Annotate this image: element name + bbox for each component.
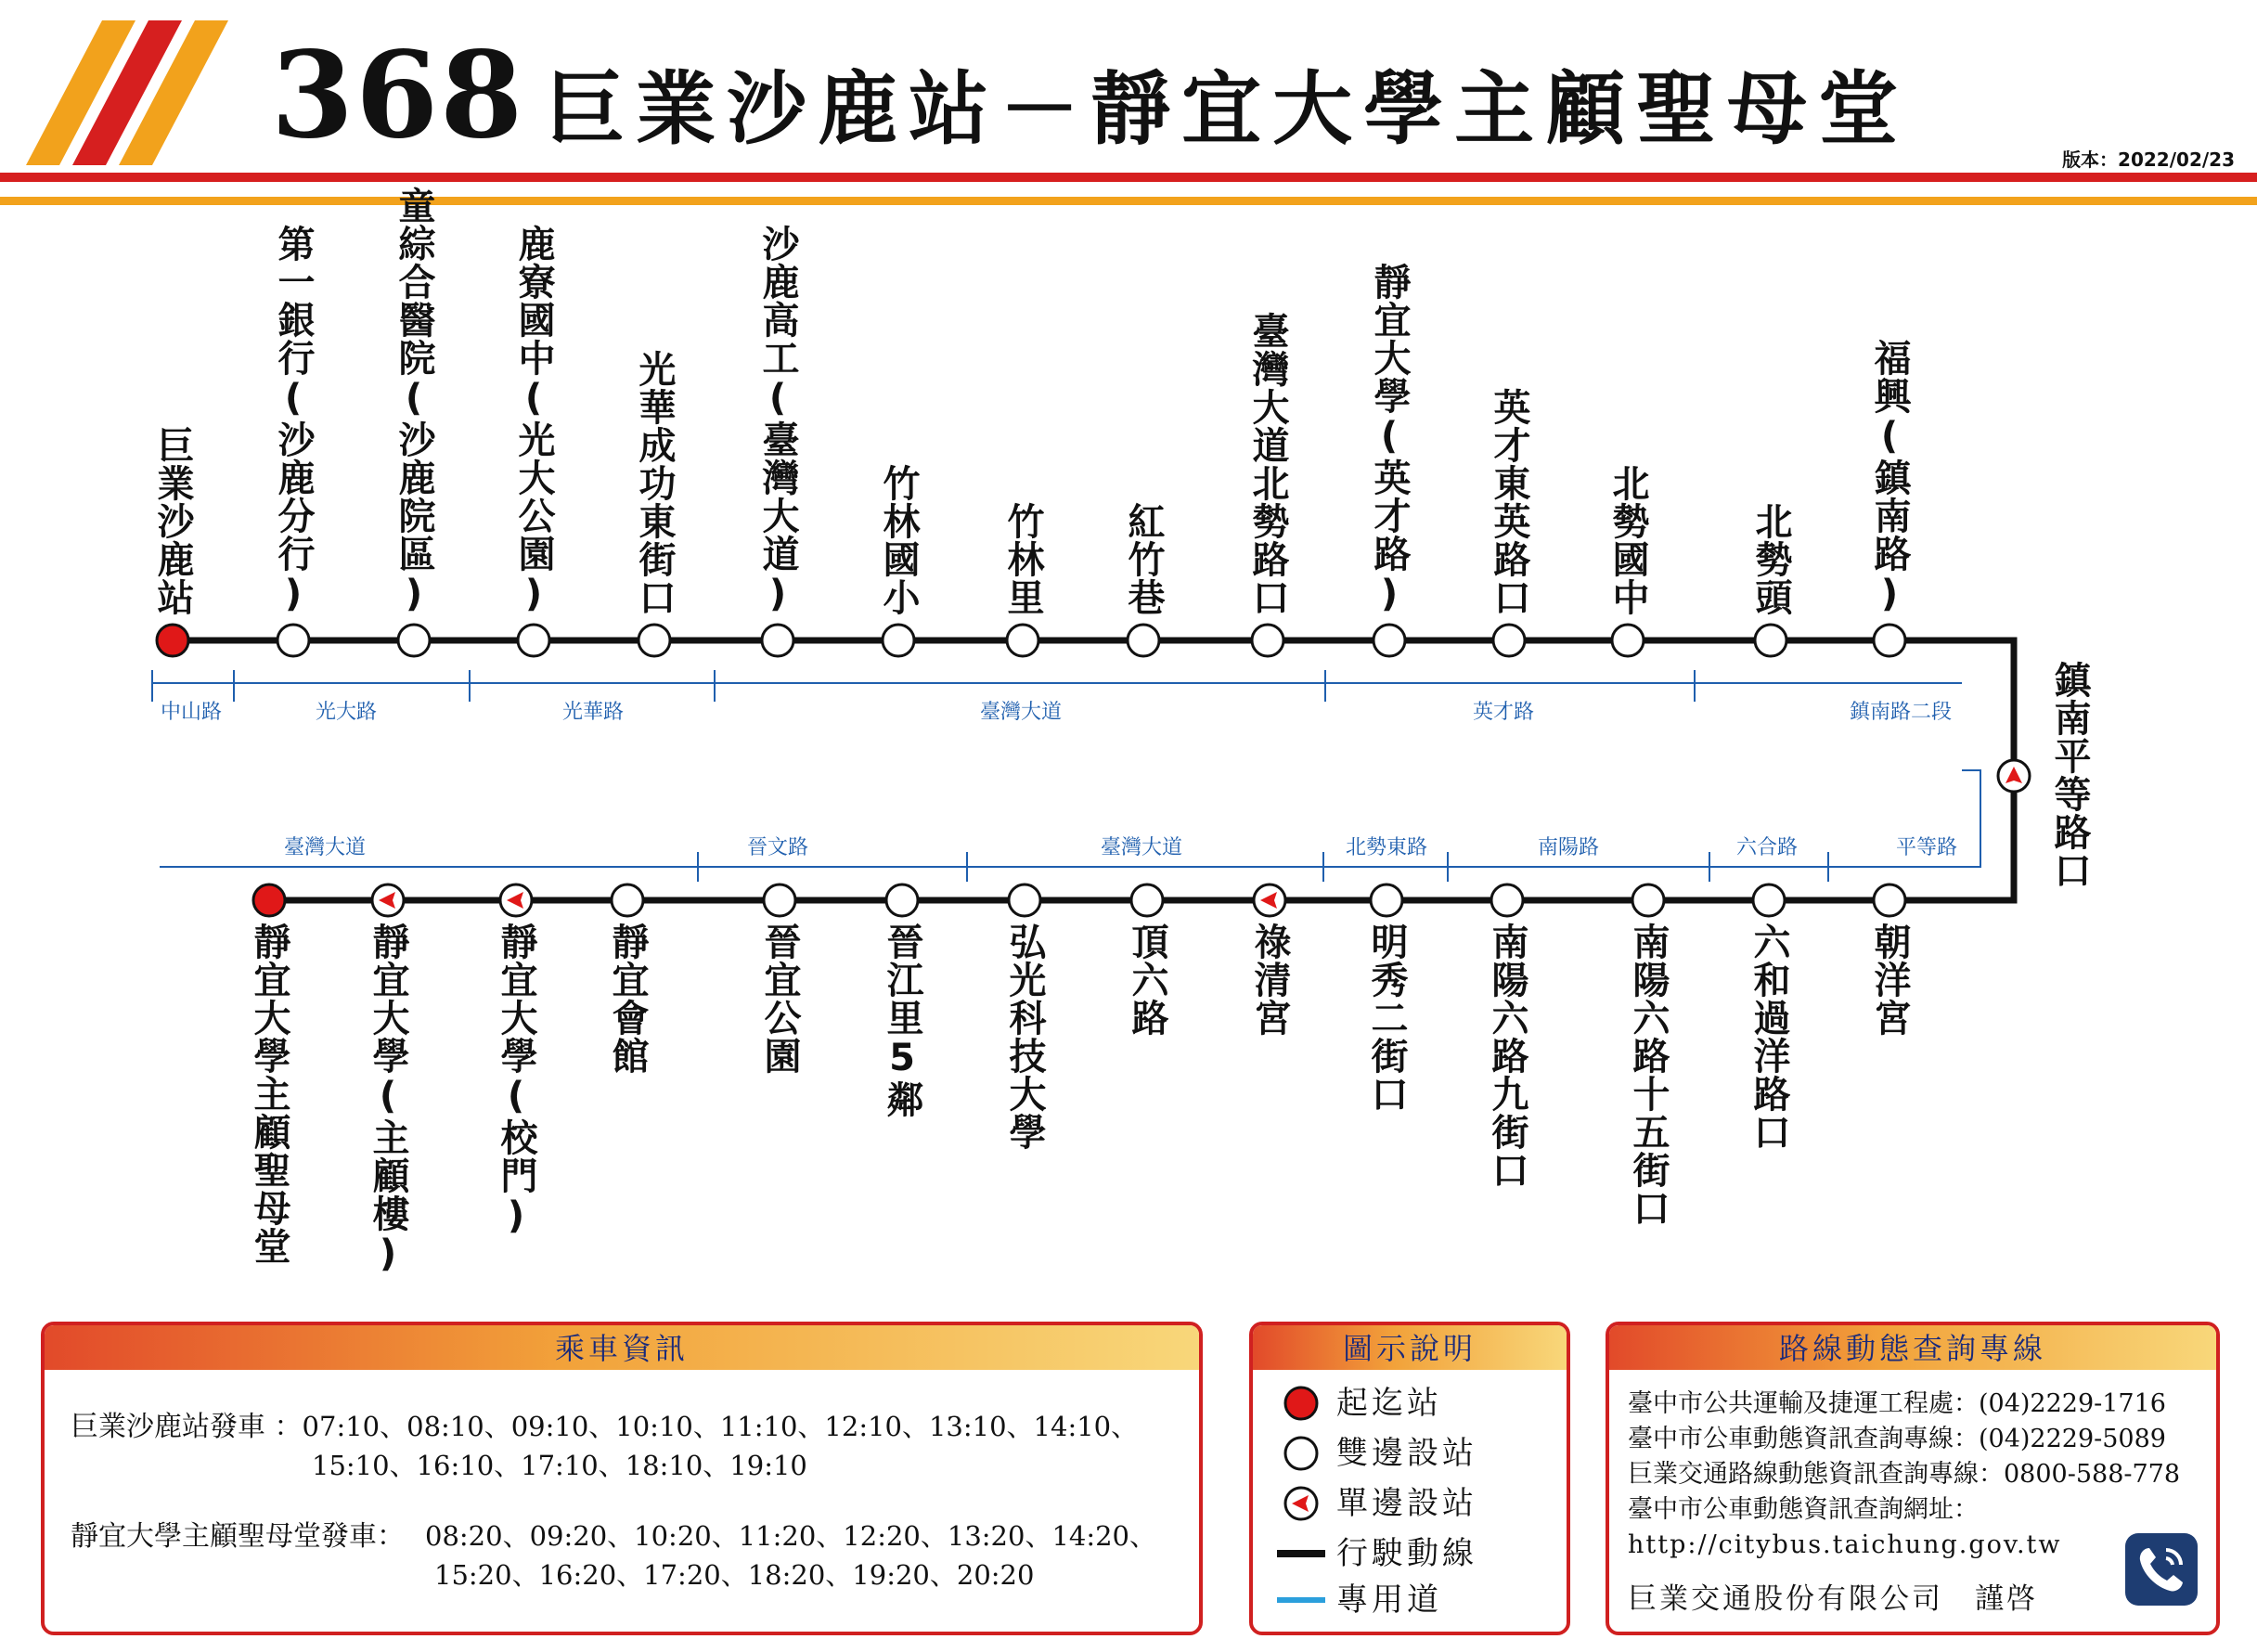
legend-route-line: 行駛動線	[1336, 1535, 1477, 1572]
stop-label: 第一銀行(沙鹿分行)	[272, 225, 315, 616]
departure-label-shalu: 巨業沙鹿站發車 ：	[71, 1411, 303, 1443]
stop-label: 頂六路	[1126, 923, 1168, 1037]
stop-label: 靜宜大學(英才路)	[1368, 263, 1411, 616]
terminal-stop-icon	[1285, 1387, 1317, 1419]
legend-symbols	[1253, 1325, 1336, 1632]
hotline-line-4: 臺中市公車動態資訊查詢網址：	[1628, 1495, 1979, 1524]
road-label: 鎮南路二段	[1849, 701, 1953, 724]
stop-label: 鹿寮國中(光大公園)	[512, 225, 555, 616]
stop-label: 南陽六路九街口	[1486, 923, 1528, 1189]
road-label: 中山路	[160, 701, 223, 724]
double-stop-icon	[1285, 1438, 1317, 1469]
stop-label: 靜宜會館	[606, 923, 649, 1075]
stop-label: 北勢國中	[1606, 464, 1649, 616]
hotline-url[interactable]: http://citybus.taichung.gov.tw	[1628, 1530, 2062, 1559]
legend-title: 圖示說明	[1253, 1325, 1567, 1370]
hotline-signature: 巨業交通股份有限公司 謹啓	[1628, 1582, 2038, 1616]
stop-label: 竹林國小	[877, 464, 920, 616]
legend-panel	[1249, 1322, 1570, 1635]
stop-label: 童綜合醫院(沙鹿院區)	[393, 187, 435, 616]
stop-label: 竹林里	[1001, 502, 1044, 616]
stop-label: 明秀二街口	[1365, 923, 1408, 1113]
hotline-title: 路線動態查詢專線	[1609, 1325, 2216, 1370]
stop-label: 臺灣大道北勢路口	[1246, 312, 1289, 616]
stop-label: 祿清宮	[1248, 923, 1291, 1037]
stop-label: 巨業沙鹿站	[151, 426, 194, 616]
departures-from-shalu-cont	[312, 1446, 807, 1485]
legend-terminal: 起迄站	[1336, 1385, 1442, 1422]
departure-times-shalu-1: 07:10、08:10、09:10、10:10、11:10、12:10、13:10、14:10、	[302, 1411, 1139, 1442]
stop-label: 靜宜大學主顧聖母堂	[248, 923, 290, 1265]
road-label: 北勢東路	[1345, 836, 1428, 859]
stop-label: 六和過洋路口	[1748, 923, 1790, 1151]
road-label: 臺灣大道	[283, 836, 367, 859]
hotline-line-2: 臺中市公車動態資訊查詢專線：(04)2229-5089	[1628, 1425, 2166, 1453]
legend-single: 單邊設站	[1336, 1485, 1477, 1522]
legend-double: 雙邊設站	[1336, 1435, 1477, 1472]
road-label: 英才路	[1472, 701, 1535, 724]
stop-label: 朝洋宮	[1868, 923, 1911, 1037]
departure-times-providence-2: 15:20、16:20、17:20、18:20、19:20、20:20	[434, 1559, 1035, 1591]
departure-label-providence: 靜宜大學主顧聖母堂發車：	[71, 1520, 405, 1553]
ride-info-panel	[41, 1322, 1203, 1635]
road-label: 光大路	[315, 701, 378, 724]
stop-label: 北勢頭	[1749, 502, 1792, 616]
road-label: 臺灣大道	[1100, 836, 1183, 859]
stop-label: 南陽六路十五街口	[1627, 923, 1670, 1227]
legend-bus-lane: 專用道	[1336, 1581, 1442, 1619]
phone-icon	[2123, 1531, 2199, 1607]
stop-label: 靜宜大學(校門)	[495, 923, 537, 1238]
road-label: 晉文路	[746, 836, 809, 859]
stop-label: 晉宜公園	[758, 923, 801, 1075]
departures-from-providence	[71, 1516, 1156, 1556]
stop-label: 晉江里5鄰	[881, 923, 923, 1118]
departures-from-providence-cont	[434, 1555, 1034, 1594]
route-name: 巨業沙鹿站－靜宜大學主顧聖母堂	[545, 62, 1910, 156]
road-label: 光華路	[561, 701, 625, 724]
ride-info-title: 乘車資訊	[45, 1325, 1199, 1370]
departure-times-shalu-2: 15:10、16:10、17:10、18:10、19:10	[312, 1450, 807, 1481]
departures-from-shalu	[71, 1407, 1138, 1447]
version-label: 版本：2022/02/23	[2062, 148, 2235, 171]
road-label: 南陽路	[1537, 836, 1600, 859]
hotline-line-3: 巨業交通路線動態資訊查詢專線：0800-588-778	[1628, 1460, 2181, 1489]
stop-label: 沙鹿高工(臺灣大道)	[756, 225, 799, 616]
road-label: 臺灣大道	[979, 701, 1063, 724]
route-number: 368	[271, 26, 525, 165]
departure-times-providence-1: 08:20、09:20、10:20、11:20、12:20、13:20、14:20、	[425, 1520, 1157, 1552]
stop-label: 英才東英路口	[1488, 388, 1530, 616]
stop-label: 光華成功東街口	[633, 350, 676, 616]
stop-label: 紅竹巷	[1122, 502, 1165, 616]
stop-label: 鎮南平等路口	[2048, 661, 2091, 889]
hotline-line-1: 臺中市公共運輸及捷運工程處：(04)2229-1716	[1628, 1389, 2166, 1418]
hotline-panel	[1606, 1322, 2220, 1635]
road-label: 六合路	[1735, 836, 1799, 859]
stop-label: 靜宜大學(主顧樓)	[367, 923, 409, 1276]
stop-label: 弘光科技大學	[1003, 923, 1046, 1151]
stop-label: 福興(鎮南路)	[1868, 339, 1911, 616]
road-label: 平等路	[1895, 836, 1958, 859]
